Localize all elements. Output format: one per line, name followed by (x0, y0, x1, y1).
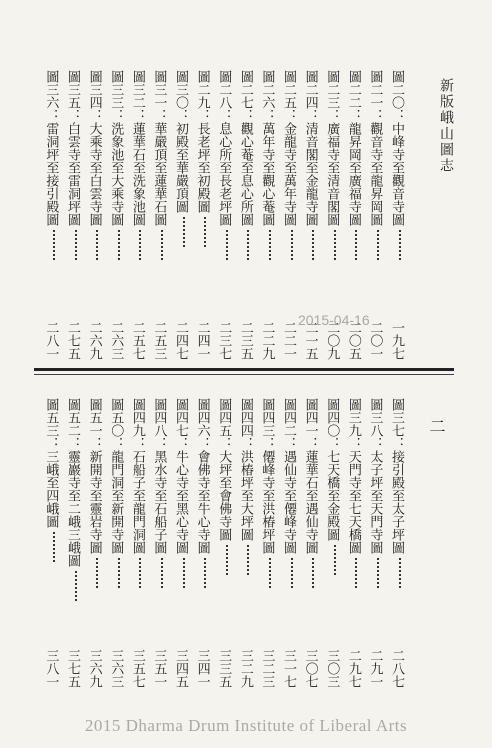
dot-leader (334, 230, 336, 260)
toc-entry-label: 圖三六：雷洞坪至接引殿圖 (43, 70, 59, 226)
toc-entry-label: 圖二〇：中峰寺至觀音寺圖 (389, 70, 404, 226)
dot-leader (118, 230, 120, 260)
toc-entry-page: 二九一 (367, 649, 383, 688)
toc-entry-page: 二四七 (173, 321, 188, 360)
toc-entry-page: 二六三 (108, 321, 124, 360)
dot-leader (269, 558, 271, 588)
dot-leader (183, 217, 185, 247)
dot-leader (355, 230, 357, 260)
toc-entry (40, 70, 60, 360)
dot-leader (247, 545, 249, 575)
toc-entry-label: 圖二七：觀心菴至息心所圖 (237, 70, 253, 226)
toc-entry-page: 三六九 (86, 649, 102, 688)
dot-leader (118, 558, 120, 588)
toc-entry-page: 二二一 (281, 321, 296, 360)
page-number: 二 (427, 418, 446, 434)
toc-entry-label: 圖五二：靈巖寺至二峨三峨圖 (65, 398, 80, 567)
page-header-title: 新版峨山圖志 (438, 78, 454, 174)
toc-entry-label: 圖四五：大坪至會佛寺圖 (216, 398, 232, 541)
toc-entry-page: 三五一 (151, 649, 167, 688)
dot-leader (355, 558, 357, 588)
dot-leader (377, 230, 379, 260)
dot-leader (183, 558, 185, 588)
dot-leader (53, 230, 55, 260)
toc-entry (256, 70, 276, 360)
toc-entry-page: 一九七 (389, 321, 404, 360)
dot-leader (399, 230, 401, 260)
dot-leader (226, 545, 228, 575)
toc-entry-page: 二七五 (65, 321, 80, 360)
toc-entry (62, 70, 82, 360)
toc-entry-label: 圖二八：息心所至長老坪圖 (216, 70, 232, 226)
date-stamp: 2015-04-16 (298, 312, 370, 328)
toc-entry-label: 圖二五：金龍寺至萬年寺圖 (281, 70, 296, 226)
toc-entry-label: 圖四三：僊峰寺至洪椿坪圖 (259, 398, 275, 554)
toc-entry (148, 70, 168, 360)
dot-leader (377, 558, 379, 588)
toc-entry-page: 二二九 (259, 321, 275, 360)
toc-entry-label: 圖四八：黑水寺至石船子圖 (151, 398, 167, 554)
toc-entry (84, 398, 104, 688)
toc-entry-page: 三〇七 (302, 649, 318, 688)
toc-entry-label: 圖四六：會佛寺至牛心寺圖 (194, 398, 210, 554)
toc-entry-page: 二八一 (43, 321, 59, 360)
toc-entry (148, 398, 168, 688)
toc-entry (105, 70, 125, 360)
dot-leader (312, 558, 314, 588)
dot-leader (161, 558, 163, 588)
toc-entry-label: 圖四四：洪椿坪至大坪圖 (237, 398, 253, 541)
footer-watermark: 2015 Dharma Drum Institute of Liberal Arts (84, 716, 408, 735)
toc-entry (321, 398, 341, 688)
dot-leader (312, 230, 314, 260)
toc-entry-label: 圖三五：白雲寺至雷洞坪圖 (65, 70, 80, 226)
toc-entry (127, 398, 147, 688)
toc-entry (278, 398, 298, 688)
toc-entry-page: 三三五 (216, 649, 232, 688)
toc-entry-page: 三四五 (173, 649, 188, 688)
toc-entry (235, 398, 255, 688)
toc-entry (170, 70, 190, 360)
toc-entry-page: 二八七 (389, 649, 404, 688)
toc-entry-page: 三二九 (237, 649, 253, 688)
toc-entry-label: 圖二三：廣福寺至清音閣圖 (324, 70, 340, 226)
toc-entry (235, 70, 255, 360)
toc-entry (62, 398, 82, 688)
toc-entry (343, 398, 363, 688)
toc-entry (84, 70, 104, 360)
toc-entry (127, 70, 147, 360)
toc-entry (213, 398, 233, 688)
toc-entry (192, 398, 212, 688)
divider-rule-thick (34, 368, 454, 371)
dot-leader (96, 558, 98, 588)
toc-entry-label: 圖三八：太子坪至天門寺圖 (367, 398, 383, 554)
toc-entry-label: 圖二六：萬年寺至觀心菴圖 (259, 70, 275, 226)
toc-entry (192, 70, 212, 360)
toc-entry-page: 二四一 (194, 321, 210, 360)
toc-entry-label: 圖四九：石船子至龍門洞圖 (129, 398, 145, 554)
toc-entry-label: 圖四七：牛心寺至黑心寺圖 (173, 398, 188, 554)
toc-entry-label: 圖二一：觀音寺至龍昇岡圖 (367, 70, 383, 226)
toc-entry-label: 圖三三：洗象池至大乘寺圖 (108, 70, 124, 226)
toc-entry-page: 三四一 (194, 649, 210, 688)
toc-entry-page: 二〇五 (345, 321, 361, 360)
toc-entry-label: 圖五三：三峨至四峨圖 (43, 398, 59, 528)
toc-entry (364, 398, 384, 688)
toc-entry-label: 圖三〇：初殿至華嚴頂圖 (173, 70, 188, 213)
toc-entry-label: 圖五一：新開寺至靈岩寺圖 (86, 398, 102, 554)
toc-entry-label: 圖四一：蓮華石至遇仙寺圖 (302, 398, 318, 554)
toc-entry-page: 三六三 (108, 649, 124, 688)
toc-entry (386, 70, 406, 360)
dot-leader (291, 230, 293, 260)
toc-entry-label: 圖二四：清音閣至金龍寺圖 (302, 70, 318, 226)
toc-entry-label: 圖四二：遇仙寺至僊峰寺圖 (281, 398, 296, 554)
toc-entry (105, 398, 125, 688)
dot-leader (96, 230, 98, 260)
toc-entry-page: 二九七 (345, 649, 361, 688)
dot-leader (75, 571, 77, 601)
toc-entry (213, 70, 233, 360)
toc-entry (170, 398, 190, 688)
toc-entry-page: 二三五 (237, 321, 253, 360)
toc-entry (386, 398, 406, 688)
divider-rule-thin (34, 374, 454, 375)
toc-entry (40, 398, 60, 688)
dot-leader (399, 558, 401, 588)
toc-entry-page: 三七五 (65, 649, 80, 688)
toc-entry-label: 圖二二：龍昇岡至廣福寺圖 (345, 70, 361, 226)
dot-leader (204, 217, 206, 247)
dot-leader (291, 558, 293, 588)
toc-entry-label: 圖四〇：七天橋至金殿圖 (324, 398, 340, 541)
toc-entry-label: 圖三七：接引殿至太子坪圖 (389, 398, 404, 554)
dot-leader (53, 532, 55, 562)
dot-leader (269, 230, 271, 260)
toc-entry (278, 70, 298, 360)
toc-entry-label: 圖二九：長老坪至初殿圖 (194, 70, 210, 213)
dot-leader (161, 230, 163, 260)
toc-entry-page: 三〇三 (324, 649, 340, 688)
toc-entry (256, 398, 276, 688)
toc-entry-page: 二五七 (129, 321, 145, 360)
toc-entry-page: 二〇九 (324, 321, 340, 360)
toc-entry-page: 三二三 (259, 649, 275, 688)
dot-leader (139, 558, 141, 588)
toc-entry-label: 圖三四：大乘寺至白雲寺圖 (86, 70, 102, 226)
toc-entry-page: 二〇一 (367, 321, 383, 360)
toc-entry-label: 圖三九：天門寺至七天橋圖 (345, 398, 361, 554)
dot-leader (226, 230, 228, 260)
toc-entry-page: 三五七 (129, 649, 145, 688)
toc-block-bottom (36, 398, 406, 688)
dot-leader (204, 558, 206, 588)
toc-entry (300, 398, 320, 688)
toc-entry-page: 二六九 (86, 321, 102, 360)
dot-leader (139, 230, 141, 260)
dot-leader (75, 230, 77, 260)
toc-entry-page: 二一五 (302, 321, 318, 360)
toc-entry-page: 二五三 (151, 321, 167, 360)
dot-leader (247, 230, 249, 260)
toc-entry-page: 三八一 (43, 649, 59, 688)
toc-entry-label: 圖三一：華嚴頂至蓮華石圖 (151, 70, 167, 226)
toc-entry-page: 三一七 (281, 649, 296, 688)
toc-entry-label: 圖三二：蓮華石至洗象池圖 (129, 70, 145, 226)
dot-leader (334, 545, 336, 575)
toc-entry-page: 二三七 (216, 321, 232, 360)
toc-entry-label: 圖五〇：龍門洞至新開寺圖 (108, 398, 124, 554)
